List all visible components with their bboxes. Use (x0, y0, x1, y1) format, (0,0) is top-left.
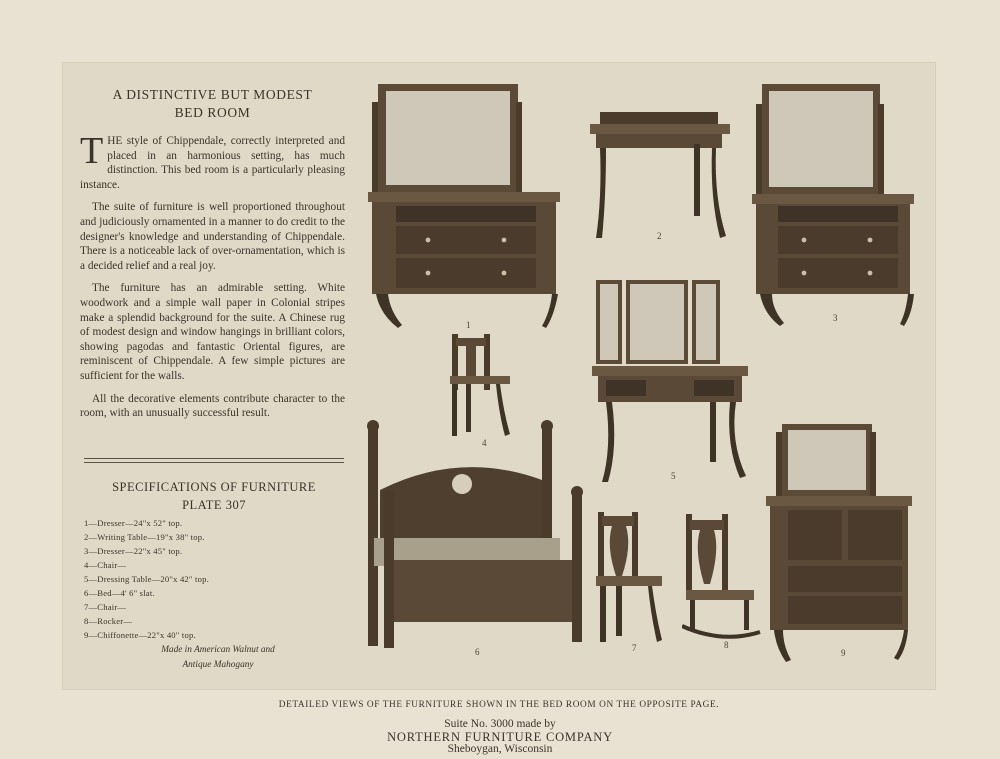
made-in-line-1: Made in American Walnut and (161, 645, 275, 655)
specifications-title: SPECIFICATIONS OF FURNITURE (112, 480, 316, 494)
spec-item: 6—Bed—4' 6" slat. (84, 588, 155, 598)
article-text (80, 86, 345, 429)
spec-item: 9—Chiffonette—22"x 40" top. (84, 630, 196, 640)
company-city: Sheboygan, Wisconsin (447, 743, 553, 755)
writing-table-illustration (586, 108, 732, 242)
figure-number-3: 3 (833, 313, 838, 323)
article-heading (80, 86, 345, 122)
figure-number-5: 5 (671, 471, 676, 481)
heading-line-2: BED ROOM (174, 105, 251, 120)
dresser-illustration (366, 82, 562, 332)
company-name: NORTHERN FURNITURE COMPANY (387, 729, 613, 744)
spec-item: 4—Chair— (84, 560, 127, 570)
spec-item: 5—Dressing Table—20"x 42" top. (84, 574, 209, 584)
heading-line-1: A DISTINCTIVE BUT MODEST (112, 87, 313, 102)
spec-item: 2—Writing Table—19"x 38" top. (84, 532, 205, 542)
figure-number-6: 6 (475, 647, 480, 657)
spec-item: 1—Dresser—24"x 52" top. (84, 518, 183, 528)
drop-cap: T (80, 130, 104, 172)
section-divider (84, 458, 344, 463)
spec-item: 3—Dresser—22"x 45" top. (84, 546, 183, 556)
made-in-note (118, 643, 318, 673)
suite-line: Suite No. 3000 made by (444, 718, 556, 730)
paragraph-4: All the decorative elements contribute character to the room, with an unusually successful result. (80, 392, 345, 420)
bed-illustration (366, 418, 588, 662)
rocker-illustration (682, 512, 762, 642)
figure-number-7: 7 (632, 643, 637, 653)
specifications-list (84, 516, 344, 642)
paragraph-1 (80, 130, 345, 192)
dressing-table-illustration (592, 278, 750, 484)
paragraph-1-text: HE style of Chippendale, correctly interpreted and placed in an harmonious setting, has much distinction. This bed room is a particularly pleasing instance. (80, 135, 345, 191)
paragraph-2: The suite of furniture is well proportioned throughout and judiciously ornamented in a manner to do credit to the designer's knowledge and understanding of Chippendale. There is a noticeable lack of over-ornamentation, which is a decided relief and a real joy. (80, 201, 345, 272)
figure-number-2: 2 (657, 231, 662, 241)
chiffonette-illustration (766, 422, 914, 664)
spec-item: 8—Rocker— (84, 616, 133, 626)
plate-caption: DETAILED VIEWS OF THE FURNITURE SHOWN IN THE BED ROOM ON THE OPPOSITE PAGE. (278, 700, 720, 710)
chair-illustration (594, 508, 666, 646)
dresser-illustration (752, 82, 916, 330)
figure-number-4: 4 (482, 438, 487, 448)
plate-number: PLATE 307 (182, 498, 246, 512)
figure-number-8: 8 (724, 640, 729, 650)
figure-number-9: 9 (841, 648, 846, 658)
specifications-heading (84, 478, 344, 514)
spec-item: 7—Chair— (84, 602, 127, 612)
made-in-line-2: Antique Mahogany (182, 660, 254, 670)
footer (0, 718, 1000, 756)
paragraph-3: The furniture has an admirable setting. White woodwork and a simple wall paper in Colonial stripes make a splendid background for the suite. A Chinese rug of modest design and window hangings in brilliant colors, showing pagodas and fantastic Oriental figures, are reminiscent of Chippendale. A few simple pictures are sufficient for the walls. (80, 282, 345, 382)
figure-number-1: 1 (466, 320, 471, 330)
